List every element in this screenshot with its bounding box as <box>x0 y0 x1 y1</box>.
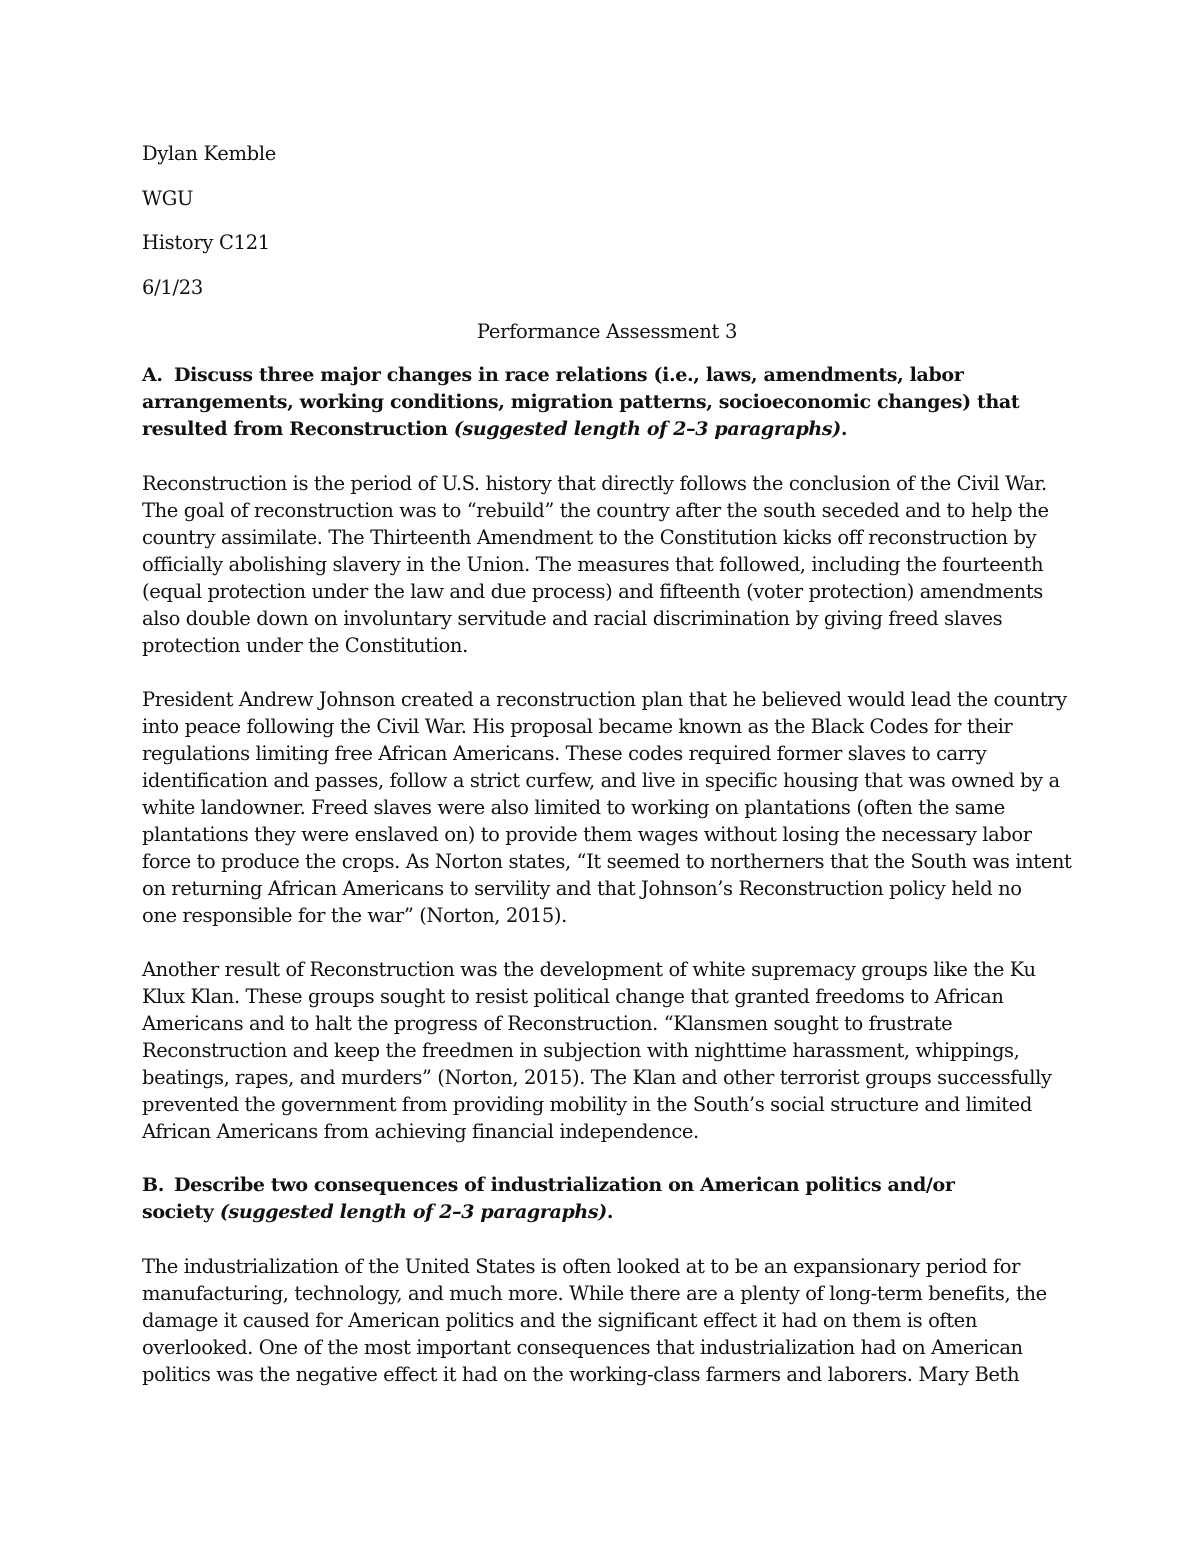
text-line: politics was the negative effect it had on the working-class farmers and laborers. Mary Beth <box>142 1363 1020 1386</box>
text-line: protection under the Constitution. <box>142 634 468 657</box>
school-name: WGU <box>142 186 194 210</box>
text-line: Klux Klan. These groups sought to resist political change that granted freedoms to African <box>142 985 1004 1008</box>
text-line: country assimilate. The Thirteenth Amendment to the Constitution kicks off reconstruction by <box>142 526 1037 549</box>
text-line: Reconstruction is the period of U.S. history that directly follows the conclusion of the Civil War. <box>142 472 1047 495</box>
text-line: beatings, rapes, and murders” (Norton, 2015). The Klan and other terrorist groups successfully <box>142 1066 1052 1089</box>
text-line: The industrialization of the United States is often looked at to be an expansionary period for <box>142 1255 1021 1278</box>
author-name: Dylan Kemble <box>142 142 277 165</box>
text-line: President Andrew Johnson created a reconstruction plan that he believed would lead the country <box>142 688 1067 711</box>
text-line: force to produce the crops. As Norton states, “It seemed to northerners that the South was intent <box>142 850 1072 873</box>
text-line: officially abolishing slavery in the Union. The measures that followed, including the fourteenth <box>142 553 1044 576</box>
text-line: Another result of Reconstruction was the development of white supremacy groups like the Ku <box>142 958 1036 981</box>
question-b-line: B. Describe two consequences of industrialization on American politics and/or <box>174 1172 1072 1199</box>
document-title: Performance Assessment 3 <box>476 320 738 343</box>
text-line: The goal of reconstruction was to “rebuild” the country after the south seceded and to help the <box>142 499 1049 522</box>
text-line: identification and passes, follow a strict curfew, and live in specific housing that was owned by a <box>142 769 1060 792</box>
answer-b-paragraph-1 <box>142 1253 1072 1388</box>
text-line: regulations limiting free African Americans. These codes required former slaves to carry <box>142 742 987 765</box>
text-line: also double down on involuntary servitude and racial discrimination by giving freed slaves <box>142 607 1003 630</box>
text-line: manufacturing, technology, and much more. While there are a plenty of long-term benefits, the <box>142 1282 1047 1305</box>
question-b-label: B. <box>142 1174 164 1196</box>
document-date: 6/1/23 <box>142 275 203 299</box>
text-line: overlooked. One of the most important consequences that industrialization had on American <box>142 1336 1023 1359</box>
text-line: African Americans from achieving financial independence. <box>142 1120 699 1143</box>
question-a-suggestion: (suggested length of 2–3 paragraphs) <box>453 418 841 440</box>
text-line: into peace following the Civil War. His proposal became known as the Black Codes for their <box>142 715 1013 738</box>
question-b-line: society (suggested length of 2–3 paragraphs). <box>142 1201 614 1223</box>
text-line: damage it caused for American politics and the significant effect it had on them is often <box>142 1309 977 1332</box>
course-name: History C121 <box>142 231 270 254</box>
text-line: (equal protection under the law and due process) and fifteenth (voter protection) amendments <box>142 580 1043 603</box>
question-a-line: arrangements, working conditions, migration patterns, socioeconomic changes) that <box>142 391 1020 413</box>
text-line: Americans and to halt the progress of Reconstruction. “Klansmen sought to frustrate <box>142 1012 953 1035</box>
question-a-line: A. Discuss three major changes in race relations (i.e., laws, amendments, labor <box>174 362 1072 389</box>
question-b <box>142 1172 1072 1226</box>
question-a-line: resulted from Reconstruction (suggested length of 2–3 paragraphs). <box>142 418 848 440</box>
text-line: white landowner. Freed slaves were also limited to working on plantations (often the same <box>142 796 1005 819</box>
question-a-label: A. <box>142 364 163 386</box>
text-line: one responsible for the war” (Norton, 2015). <box>142 904 567 927</box>
answer-a-paragraph-1 <box>142 470 1072 659</box>
answer-a-paragraph-2 <box>142 686 1072 929</box>
text-line: on returning African Americans to servility and that Johnson’s Reconstruction policy held no <box>142 877 1022 900</box>
text-line: prevented the government from providing mobility in the South’s social structure and limited <box>142 1093 1032 1116</box>
question-a <box>142 362 1072 443</box>
document-page <box>142 140 1072 1415</box>
text-line: plantations they were enslaved on) to provide them wages without losing the necessary labor <box>142 823 1032 846</box>
text-line: Reconstruction and keep the freedmen in subjection with nighttime harassment, whippings, <box>142 1039 1020 1062</box>
question-b-suggestion: (suggested length of 2–3 paragraphs) <box>219 1201 607 1223</box>
answer-a-paragraph-3 <box>142 956 1072 1145</box>
